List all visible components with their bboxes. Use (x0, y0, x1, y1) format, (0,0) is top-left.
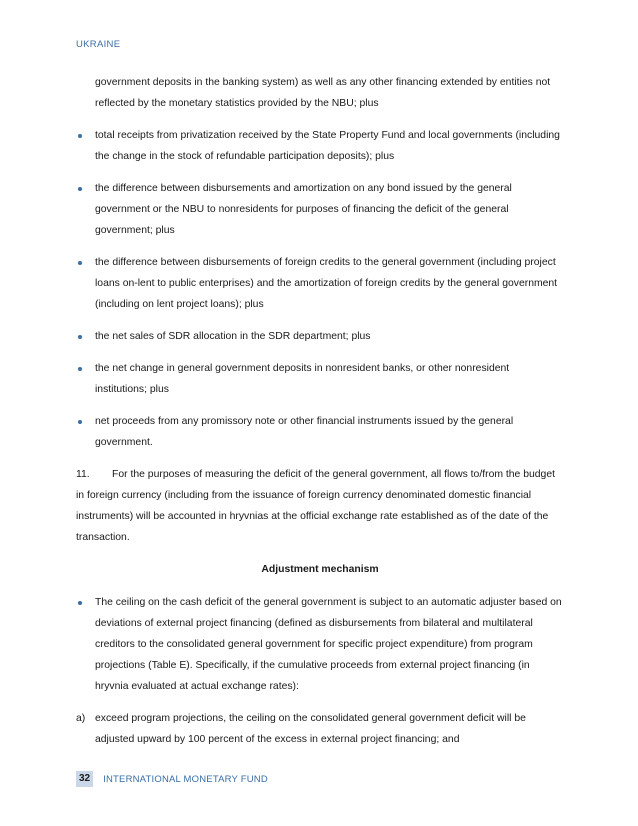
bullet-item-adjuster (76, 592, 564, 697)
bullet-text: net proceeds from any promissory note or other financial instruments issued by the general government. (95, 416, 514, 448)
paragraph-text: For the purposes of measuring the deficit of the general government, all flows to/from the budget in foreign currency (including from the issuance of foreign currency denominated domestic financial instruments) will be accounted in hryvnias at the official exchange rate established as of the date of the transaction. (76, 469, 556, 543)
footer-organization: INTERNATIONAL MONETARY FUND (103, 773, 268, 785)
bullet-item-deposits (76, 358, 564, 400)
bullet-text: The ceiling on the cash deficit of the general government is subject to an automatic adjuster based on deviations of external project financing (defined as disbursements from bilateral and multilateral creditors to the consolidated general government for specific project expenditure) from program projections (Table E). Specifically, if the cumulative proceeds from external project financing (in hryvnia evaluated at actual exchange rates): (95, 597, 562, 692)
item-text: exceed program projections, the ceiling on the consolidated general government deficit will be adjusted upward by 100 percent of the excess in external project financing; and (95, 713, 526, 745)
lettered-item-a (76, 708, 564, 750)
continuation-paragraph: government deposits in the banking system) as well as any other financing extended by entities not reflected by the monetary statistics provided by the NBU; plus (95, 77, 551, 109)
bullet-dot-icon (78, 601, 82, 605)
paragraph-number: 11. (76, 469, 90, 480)
running-header: UKRAINE (76, 39, 121, 50)
bullet-text: total receipts from privatization received by the State Property Fund and local governments (including the change in the stock of refundable participation deposits); plus (95, 130, 560, 162)
bullet-dot-icon (78, 335, 82, 339)
bullet-dot-icon (78, 420, 82, 424)
bullet-dot-icon (78, 134, 82, 138)
bullet-text: the net sales of SDR allocation in the SDR department; plus (95, 331, 371, 342)
bullet-dot-icon (78, 367, 82, 371)
item-letter: a) (76, 713, 86, 724)
section-heading: Adjustment mechanism (261, 564, 379, 575)
bullet-item-sdr (76, 326, 564, 347)
bullet-text: the difference between disbursements of foreign credits to the general government (including project loans on-lent to public enterprises) and the amortization of foreign credits by the general government (including on lent project loans); plus (95, 257, 558, 310)
bullet-item-bond (76, 178, 564, 241)
page-number: 32 (76, 771, 93, 787)
bullet-text: the difference between disbursements and amortization on any bond issued by the general government or the NBU to nonresidents for purposes of financing the deficit of the general government; plus (95, 183, 512, 236)
bullet-item-privatization (76, 125, 564, 167)
bullet-item-foreign-credits (76, 252, 564, 315)
bullet-item-promissory (76, 411, 564, 453)
page-footer (76, 771, 268, 787)
bullet-dot-icon (78, 187, 82, 191)
document-body (76, 72, 564, 761)
bullet-dot-icon (78, 261, 82, 265)
bullet-text: the net change in general government deposits in nonresident banks, or other nonresident institutions; plus (95, 363, 510, 395)
numbered-paragraph-11 (76, 464, 564, 548)
